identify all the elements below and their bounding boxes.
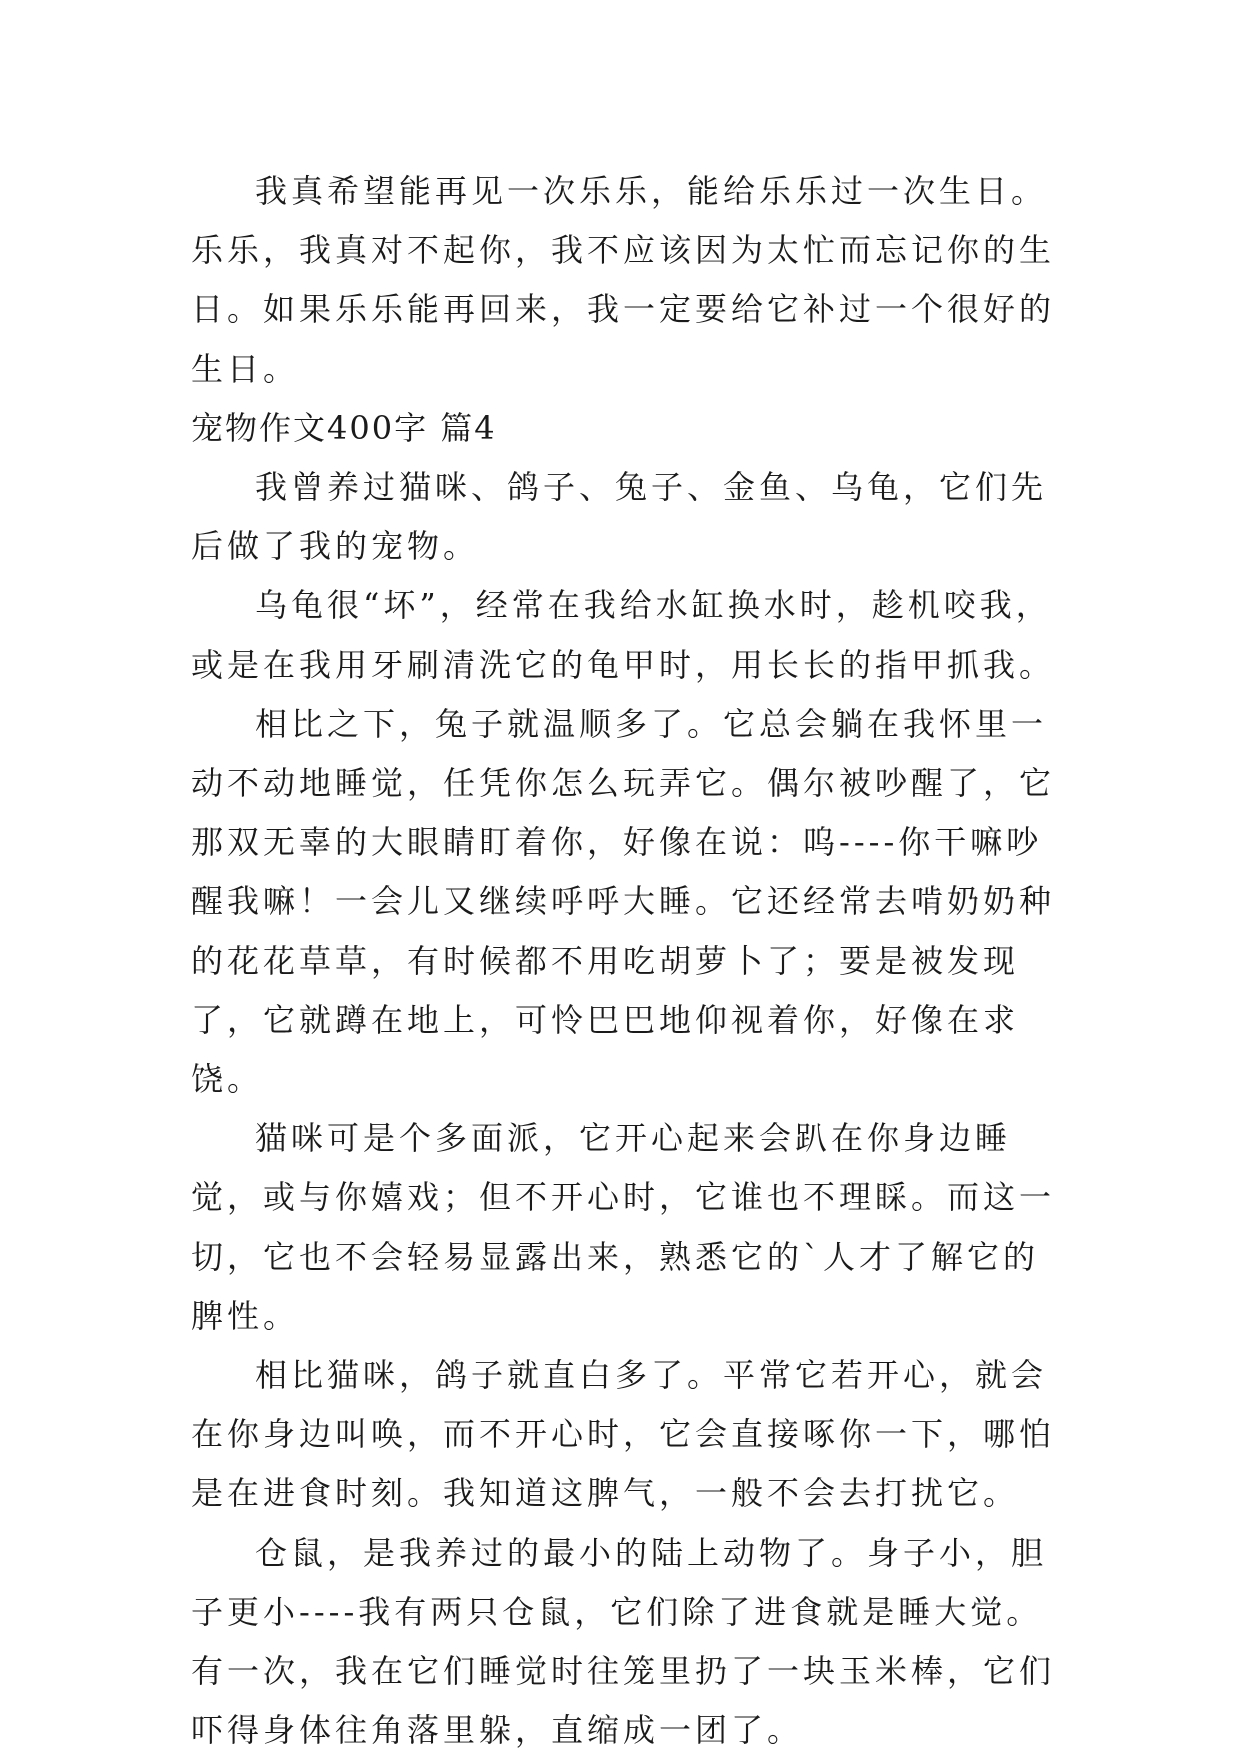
paragraph-hamster: 仓鼠，是我养过的最小的陆上动物了。身子小，胆子更小----我有两只仓鼠，它们除了进食就是睡大觉。有一次，我在它们睡觉时往笼里扔了一块玉米棒，它们吓得身体往角落里躲，直缩成一团了。 <box>191 1533 1056 1750</box>
paragraph-turtle: 乌龟很“坏”，经常在我给水缸换水时，趁机咬我，或是在我用牙刷清洗它的龟甲时，用长长的指甲抓我。 <box>191 586 1056 684</box>
document-body <box>191 162 1071 1760</box>
paragraph-rabbit: 相比之下，兔子就温顺多了。它总会躺在我怀里一动不动地睡觉，任凭你怎么玩弄它。偶尔被吵醒了，它那双无辜的大眼睛盯着你，好像在说：呜----你干嘛吵醒我嘛！一会儿又继续呼呼大睡。它还经常去啃奶奶种的花花草草，有时候都不用吃胡萝卜了；要是被发现了，它就蹲在地上，可怜巴巴地仰视着你，好像在求饶。 <box>191 704 1056 1099</box>
section-heading: 宠物作文400字 篇4 <box>191 408 497 447</box>
paragraph-cat: 猫咪可是个多面派，它开心起来会趴在你身边睡觉，或与你嬉戏；但不开心时，它谁也不理睬。而这一切，它也不会轻易显露出来，熟悉它的`人才了解它的脾性。 <box>191 1119 1056 1335</box>
paragraph-pets-intro: 我曾养过猫咪、鸽子、兔子、金鱼、乌龟，它们先后做了我的宠物。 <box>191 468 1048 566</box>
paragraph-pigeon: 相比猫咪，鸽子就直白多了。平常它若开心，就会在你身边叫唤，而不开心时，它会直接啄你一下，哪怕是在进食时刻。我知道这脾气，一般不会去打扰它。 <box>191 1356 1056 1513</box>
paragraph-birthday-wish: 我真希望能再见一次乐乐，能给乐乐过一次生日。乐乐，我真对不起你，我不应该因为太忙而忘记你的生日。如果乐乐能再回来，我一定要给它补过一个很好的生日。 <box>191 172 1056 388</box>
